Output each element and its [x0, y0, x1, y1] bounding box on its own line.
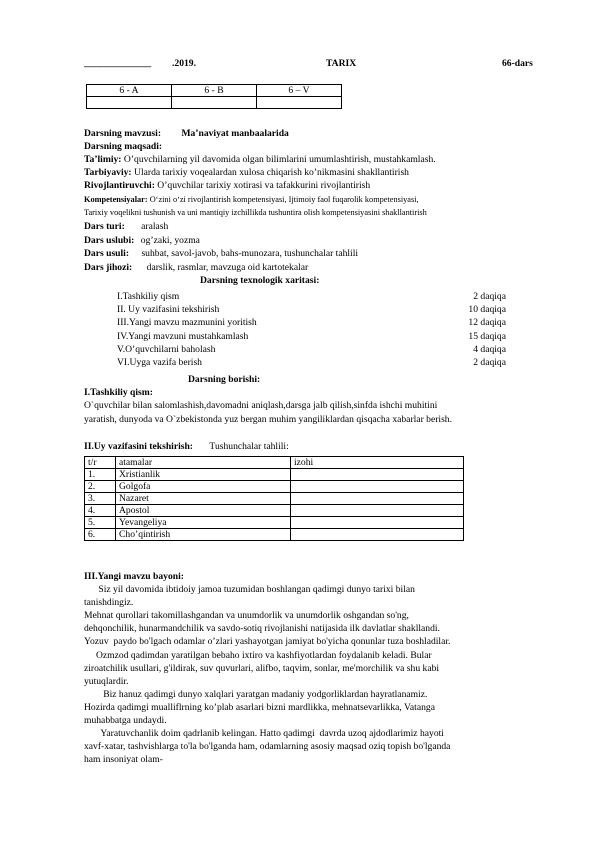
terms-row	[85, 529, 464, 541]
date-blank: ______________	[84, 58, 152, 69]
competency-text: O‘zini o‘zi rivojlantirish kompetensiyasi, Ijtimoiy faol fuqarolik kompetensiyasi,	[149, 195, 419, 204]
field-value: darslik, rasmlar, mavzuga oid kartotekalar	[146, 262, 309, 273]
year: .2019.	[172, 58, 196, 69]
class-table	[86, 84, 342, 109]
tech-map-step: IV.Yangi mavzuni mustahkamlash	[117, 330, 249, 342]
field-value: O’quvchilarning yil davomida olgan bilimlarini umumlashtirish, mustahkamlash.	[123, 154, 436, 165]
lesson-type	[84, 221, 168, 233]
field-developing	[84, 180, 370, 192]
terms-row	[85, 493, 464, 505]
term-name: Cho’qintirish	[116, 529, 291, 541]
terms-row	[85, 505, 464, 517]
new-topic-line: tanishdingiz.	[84, 597, 134, 609]
competency-line-1	[84, 194, 419, 206]
terms-row	[85, 469, 464, 481]
topic-title: Ma’naviyat manbaalarida	[181, 128, 289, 139]
field-value: og’zaki, yozma	[140, 235, 200, 246]
field-label: Dars turi:	[84, 221, 125, 232]
term-name: Nazaret	[116, 493, 291, 505]
term-name: Yevangeliya	[116, 517, 291, 529]
new-topic-line: ham insoniyat olam-	[84, 754, 163, 766]
lesson-number: 66-dars	[502, 58, 533, 69]
term-name: Golgofa	[116, 481, 291, 493]
tech-map-time: 12 daqiqa	[468, 317, 506, 329]
new-topic-line: Hozirda qadimgi mualliflrning ko’plab asarlari bizni mardlikka, mehnatsevarlikka, Vatanga	[84, 701, 435, 713]
org-text-line: yaratish, dunyoda va O`zbekistonda yuz bergan muhim yangiliklardan qisqacha xabarlar berish.	[84, 414, 453, 425]
tech-map-step: III.Yangi mavzu mazmunini yoritish	[117, 317, 257, 329]
field-label: Darsning maqsadi:	[84, 141, 163, 152]
term-explanation	[291, 505, 464, 517]
term-explanation	[291, 517, 464, 529]
term-number: 4.	[85, 505, 116, 517]
competency-line-2: Tarixiy voqelikni tushunish va uni mantiqiy izchillikda tushuntira olish kompetensiyasini shakllantirish	[84, 208, 427, 217]
field-label: Dars usuli:	[84, 248, 130, 259]
lesson-equipment	[84, 262, 308, 274]
new-topic-line: Mehnat qurollari takomillashgandan va unumdorlik va unumdorlik oshgandan so'ng,	[84, 610, 409, 622]
tech-map-time: 2 daqiqa	[473, 291, 506, 302]
field-topic	[84, 128, 289, 140]
org-title: I.Tashkiliy qism:	[84, 387, 153, 398]
course-title: Darsning borishi:	[188, 374, 261, 385]
field-value: Ularda tarixiy voqealardan xulosa chiqarish ko’nikmasini shakllantirish	[134, 167, 409, 178]
tech-map-step: VI.Uyga vazifa berish	[117, 357, 202, 368]
new-topic-line: Yaratuvchanlik doim qadrlanib kelingan. Hatto qadimgi davrda uzoq ajdodlarimiz hayoti	[84, 728, 444, 740]
term-number: 3.	[85, 493, 116, 505]
new-topic-line: yutuqlardir.	[84, 675, 129, 687]
class-cell: 6 – V	[257, 85, 342, 97]
new-topic-line: xavf-xatar, tashvishlarga to'la bo'lganda ham, odamlarning asosiy maqsad oziq topish bo'lganda	[84, 741, 451, 753]
term-name: Xristianlik	[116, 469, 291, 481]
class-empty-cell	[257, 97, 342, 109]
term-explanation	[291, 493, 464, 505]
tech-map-time: 15 daqiqa	[468, 330, 506, 342]
terms-header: t/r	[85, 457, 116, 469]
tech-map-step: I.Tashkiliy qism	[117, 291, 180, 302]
terms-header: atamalar	[116, 457, 291, 469]
terms-header-row	[85, 457, 464, 469]
tech-map-step: II. Uy vazifasini tekshirish	[117, 304, 220, 316]
terms-row	[85, 517, 464, 529]
class-cell: 6 - A	[87, 85, 172, 97]
lesson-style	[84, 235, 200, 247]
field-educational	[84, 154, 436, 166]
new-topic-line: Yozuv paydo bo'lgach odamlar o’zlari yashayotgan jamiyat bo'yicha qonunlar tuza boshladilar.	[84, 636, 451, 648]
terms-row	[85, 481, 464, 493]
field-value: O’quvchilar tarixiy xotirasi va tafakkurini rivojlantirish	[157, 180, 371, 191]
field-label: Tarbiyaviy:	[84, 167, 132, 178]
tech-map-time: 10 daqiqa	[468, 304, 506, 316]
term-number: 5.	[85, 517, 116, 529]
tech-map-step: V.O’quvchilarni baholash	[117, 343, 216, 355]
new-topic-line: muhabbatga undaydi.	[84, 715, 167, 726]
subject-title: TARIX	[326, 58, 357, 69]
field-label: Dars jihozi:	[84, 262, 133, 273]
terms-header: izohi	[291, 457, 464, 469]
term-explanation	[291, 529, 464, 541]
field-goal	[84, 141, 162, 153]
new-topic-line: Ozmzod qadimdan yaratilgan bebaho ixtiro va kashfiyotlardan foydalanib keladi. Bular	[84, 649, 432, 661]
competency-label: Kompetensiyalar:	[84, 195, 148, 204]
terms-table	[84, 456, 464, 541]
term-explanation	[291, 481, 464, 493]
term-number: 1.	[85, 469, 116, 481]
new-topic-title: III.Yangi mavzu bayoni:	[84, 571, 184, 582]
homework-heading	[84, 441, 289, 453]
field-label: Dars uslubi:	[84, 235, 135, 246]
tech-map-title: Darsning texnologik xaritasi:	[200, 275, 320, 286]
field-label: Rivojlantiruvchi:	[84, 180, 155, 191]
field-value: suhbat, savol-javob, bahs-munozara, tushunchalar tahlili	[141, 248, 359, 259]
new-topic-line: Biz hanuz qadimgi dunyo xalqlari yaratgan madaniy yodgorliklardan hayratlanamiz.	[84, 688, 428, 700]
field-upbringing	[84, 167, 409, 179]
class-empty-cell	[172, 97, 257, 109]
term-name: Apostol	[116, 505, 291, 517]
org-text-line: O`quvchilar bilan salomlashish,davomadni aniqlash,darsga jalb qilish,sinfda ishchi muhitini	[84, 400, 438, 411]
field-label: Darsning mavzusi:	[84, 128, 162, 139]
field-value: aralash	[141, 221, 169, 232]
term-explanation	[291, 469, 464, 481]
homework-subtitle: Tushunchalar tahlili:	[209, 441, 289, 452]
tech-map-time: 2 daqiqa	[473, 357, 506, 368]
term-number: 6.	[85, 529, 116, 541]
term-number: 2.	[85, 481, 116, 493]
field-label: Ta’limiy:	[84, 154, 122, 165]
lesson-method	[84, 248, 358, 260]
class-cell: 6 - B	[172, 85, 257, 97]
new-topic-line: ziroatchilik usullari, g'ildirak, suv quvurlari, alifbo, taqvim, sonlar, me'morchilik va shu kabi	[84, 662, 440, 674]
class-empty-cell	[87, 97, 172, 109]
new-topic-line: Siz yil davomida ibtidoiy jamoa tuzumidan boshlangan qadimgi dunyo tarixi bilan	[84, 584, 415, 595]
tech-map-time: 4 daqiqa	[473, 343, 506, 355]
new-topic-line: dehqonchilik, hunarmandchilik va savdo-sotiq rivojlanishi natijasida ilk davlatlar shakllandi.	[84, 623, 440, 635]
homework-title: II.Uy vazifasini tekshirish:	[84, 441, 194, 452]
